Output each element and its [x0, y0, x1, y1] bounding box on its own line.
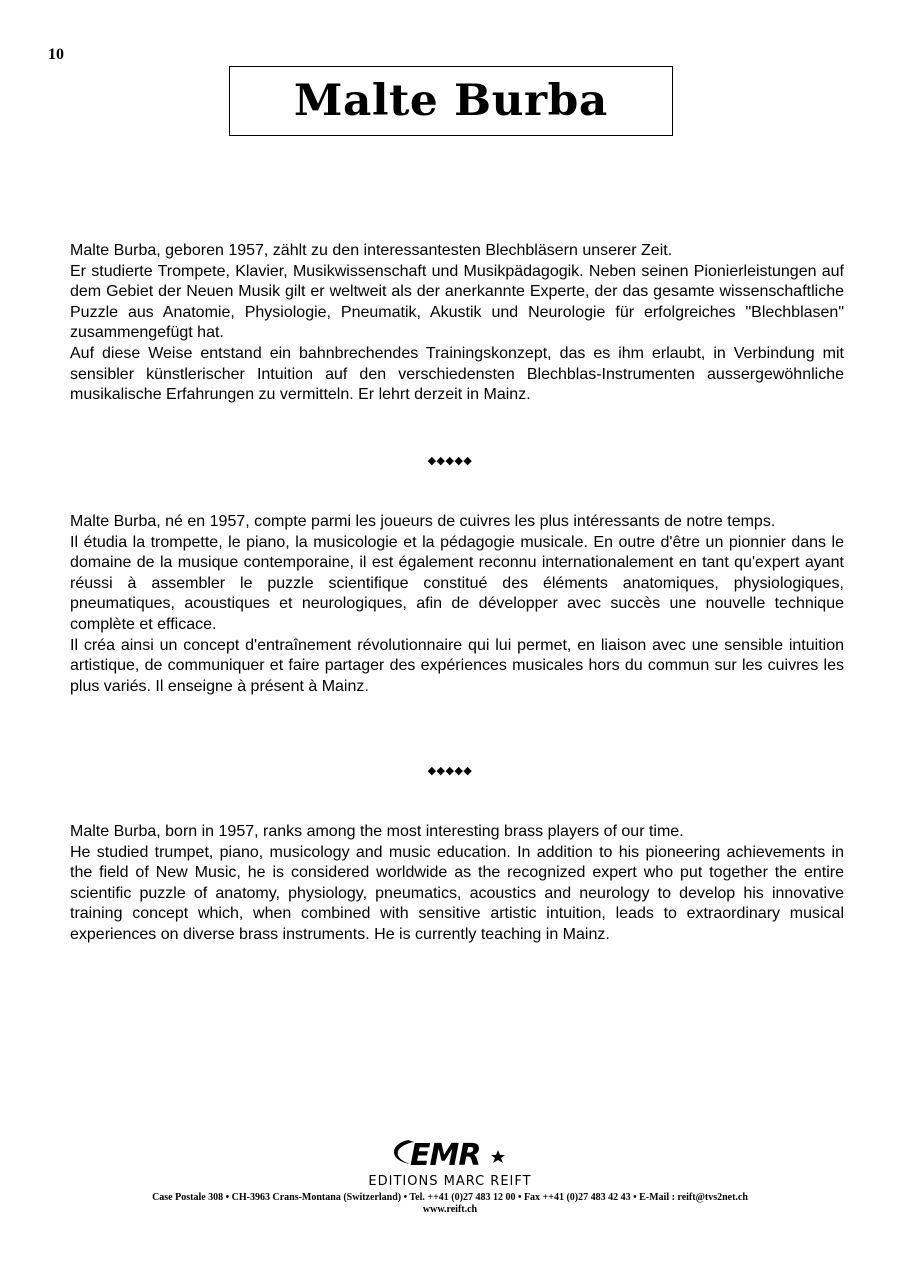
title-box: [229, 66, 673, 136]
section-german: [70, 241, 844, 406]
paragraph-line: Malte Burba, né en 1957, compte parmi les joueurs de cuivres les plus intéressants de notre temps.: [70, 513, 776, 530]
paragraph-line: Il étudia la trompette, le piano, la musicologie et la pédagogie musicale. En outre d'être un pionnier dans le domaine de la musique contemporaine, il est également reconnu internationalement en tant qu'expert ayant réussi à assembler le puzzle scientifique constitué des éléments anatomiques, physiologiques, pneumatiques, acoustiques et neurologiques, afin de développer avec succès une nouvelle technique complète et efficace.: [70, 533, 844, 633]
publisher-name: EDITIONS MARC REIFT: [368, 1174, 532, 1189]
ornament-divider: ◆◆◆◆◆: [427, 454, 473, 467]
footer: [0, 1132, 900, 1215]
paragraph-line: Er studierte Trompete, Klavier, Musikwissenschaft und Musikpädagogik. Neben seinen Pionierleistungen auf dem Gebiet der Neuen Musik gilt er weltweit als der anerkannte Experte, der das gesamte wissenschaftliche Puzzle aus Anatomie, Physiologie, Pneumatik, Akustik und Neurologie für erfolgreiches "Blechblasen" zusammengefügt hat.: [70, 262, 844, 342]
paragraph-line: Auf diese Weise entstand ein bahnbrechendes Trainingskonzept, das es ihm erlaubt, in Verbindung mit sensibler künstlerischer Intuition auf den verschiedensten Blechblas-Instrumenten aussergewöhnliche musikalische Erfahrungen zu vermitteln. Er lehrt derzeit in Mainz.: [70, 344, 844, 404]
paragraph-line: Malte Burba, born in 1957, ranks among the most interesting brass players of our time.: [70, 823, 684, 840]
paragraph-line: Malte Burba, geboren 1957, zählt zu den interessantesten Blechbläsern unserer Zeit.: [70, 242, 673, 259]
logo-text: EMR: [410, 1138, 481, 1173]
paragraph-line: He studied trumpet, piano, musicology and music education. In addition to his pioneering achievements in the field of New Music, he is considered worldwide as the recognized expert who put together the entire scientific puzzle of anatomy, physiology, pneumatics, acoustics and neurology to develop his innovative training concept which, when combined with sensitive artistic intuition, leads to extraordinary musical experiences on diverse brass instruments. He is currently teaching in Mainz.: [70, 843, 844, 943]
emr-logo: [380, 1132, 520, 1172]
paragraph-line: Il créa ainsi un concept d'entraînement révolutionnaire qui lui permet, en liaison avec une sensible intuition artistique, de communiquer et faire partager des expériences musicales hors du commun sur les cuivres les plus variés. Il enseigne à présent à Mainz.: [70, 636, 844, 695]
section-french: [70, 512, 844, 697]
page-title: Malte Burba: [294, 76, 608, 126]
website-link[interactable]: www.reift.ch: [422, 1204, 478, 1215]
page-number: 10: [48, 46, 64, 63]
ornament-divider: ◆◆◆◆◆: [427, 764, 473, 777]
contact-line: Case Postale 308 • CH-3963 Crans-Montana (Switzerland) • Tel. ++41 (0)27 483 12 00 • Fax ++41 (0)27 483 42 43 • E-Mail : reift@tvs2net.ch: [152, 1192, 748, 1203]
section-english: [70, 822, 844, 946]
